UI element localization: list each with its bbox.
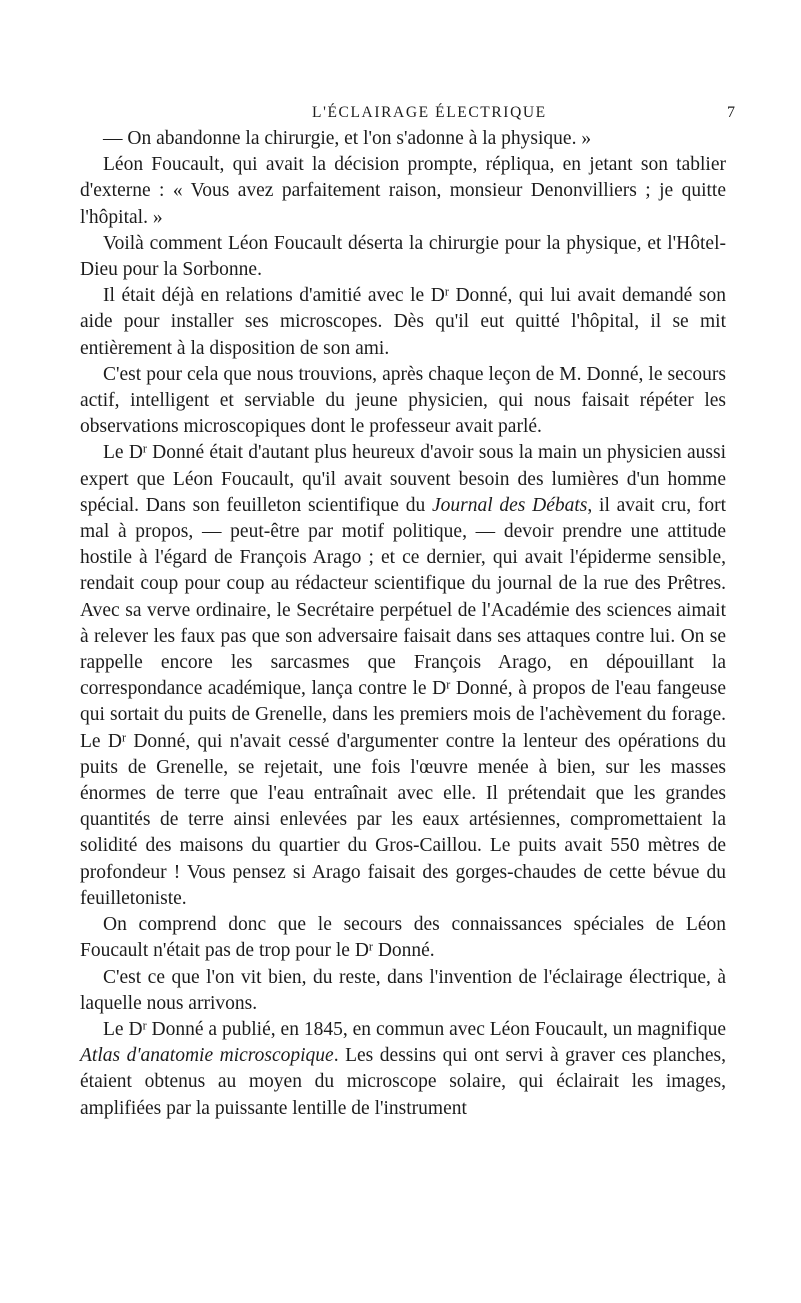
paragraph: C'est ce que l'on vit bien, du reste, dans l'invention de l'éclairage électrique, à laquelle nous arrivons. [80,966,726,1014]
page-number: 7 [727,104,735,121]
paragraph: — On abandonne la chirurgie, et l'on s'adonne à la physique. » [103,128,592,149]
paragraph: Il était déjà en relations d'amitié avec le $D^r$ Donné, qui lui avait demandé son aide pour installer ses microscopes. Dès qu'il eut quitté l'hôpital, il se mit entièrement à la disposition de son ami. [80,284,726,359]
superscript: r [142,442,147,456]
paragraph: Le $D^r$ Donné a publié, en 1845, en commun avec Léon Foucault, un magnifique Atlas d'anatomie microscopique. Les dessins qui ont servi à graver ces planches, étaient obtenus au moyen du microscope solaire, qui éclairait les images, amplifiées par la puissante lentille de l'instrument [80,1018,727,1119]
paragraph: Voilà comment Léon Foucault déserta la chirurgie pour la physique, et l'Hôtel-Dieu pour la Sorbonne. [80,232,726,281]
superscript: r [368,939,373,954]
body-text [80,126,726,1122]
paragraph: On comprend donc que le secours des connaissances spéciales de Léon Foucault n'était pas de trop pour le $D^r$ Donné. [80,914,726,962]
superscript: r [446,677,451,692]
running-head [0,102,801,124]
paragraph: Léon Foucault, qui avait la décision prompte, répliqua, en jetant son tablier d'externe : « Vous avez parfaitement raison, monsieur Denonvilliers ; je quitte l'hôpital. » [80,154,726,228]
superscript: r [142,1018,147,1033]
running-title: L'ÉCLAIRAGE ÉLECTRIQUE [312,104,547,121]
paragraph: Le $D^r$ Donné était d'autant plus heureux d'avoir sous la main un physicien aussi expert que Léon Foucault, qu'il avait souvent besoin des lumières d'un homme spécial. Dans son feuilleton scientifique du Journal des Débats, il avait cru, fort mal à propos, — peut-être par motif politique, — devoir prendre une attitude hostile à l'égard de François Arago ; et ce dernier, qui avait l'épiderme sensible, rendait coup pour coup au rédacteur scientifique du journal de la rue des Prêtres. Avec sa verve ordinaire, le Secrétaire perpétuel de l'Académie des sciences aimait à relever les faux pas que son adversaire faisait dans ses attaques contre lui. On se rappelle encore les sarcasmes que François Arago, en dépouillant la correspondance académique, lança contre le $D^r$ Donné, à propos de l'eau fangeuse qui sortait du puits de Grenelle, dans les premiers mois de l'achèvement du forage. Le $D^r$ Donné, qui n'avait cessé d'argumenter contre la lenteur des opérations du puits de Grenelle, se rejetait, une fois l'œuvre menée à bien, sur les masses énormes de terre que l'eau entraînait avec elle. Il prétendait que les grandes quantités de terre ainsi enlevées par les eaux artésiennes, compromettaient la solidité des maisons du quartier du Gros-Caillou. Le puits avait 550 mètres de profondeur ! Vous pensez si Arago faisait des gorges-chaudes de cette bévue du feuilletoniste. [80,442,727,909]
italic-title: Atlas d'anatomie microscopique [80,1045,334,1067]
superscript: r [121,730,127,745]
superscript: r [444,284,449,299]
italic-title: Journal des Débats [431,494,588,516]
paragraph: C'est pour cela que nous trouvions, après chaque leçon de M. Donné, le secours actif, intelligent et serviable du jeune physicien, qui nous faisait répéter les observations microscopiques dont le professeur avait parlé. [80,363,726,438]
